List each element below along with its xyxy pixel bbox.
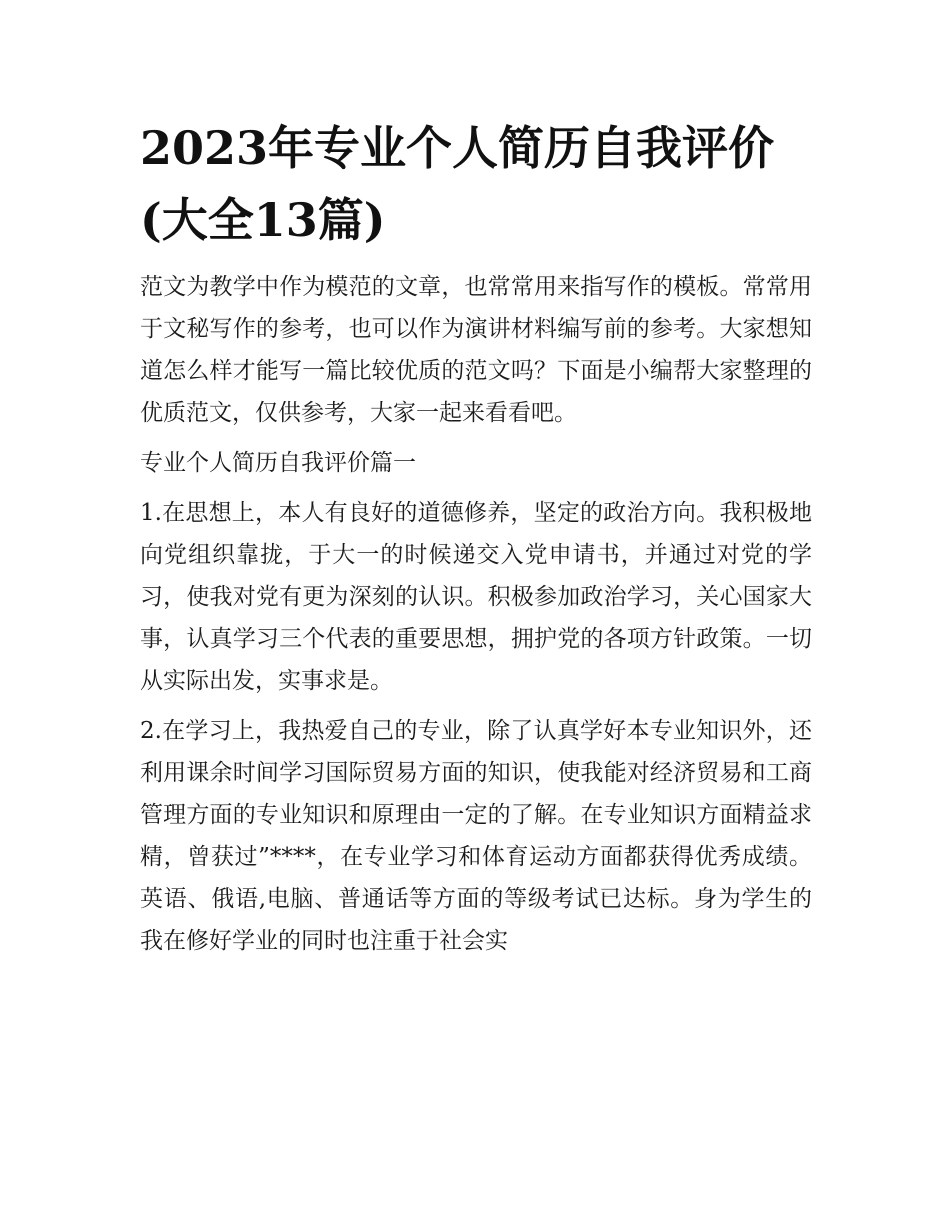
document-page <box>140 112 812 970</box>
body-paragraph-1: 1.在思想上，本人有良好的道德修养，坚定的政治方向。我积极地向党组织靠拢，于大一的时候递交入党申请书，并通过对党的学习，使我对党有更为深刻的认识。积极参加政治学习，关心国家大事，认真学习三个代表的重要思想，拥护党的各项方针政策。一切从实际出发，实事求是。 <box>140 500 812 694</box>
document-title: 2023年专业个人简历自我评价(大全13篇) <box>140 121 775 247</box>
body-paragraph-2: 2.在学习上，我热爱自己的专业，除了认真学好本专业知识外，还利用课余时间学习国际贸易方面的知识，使我能对经济贸易和工商管理方面的专业知识和原理由一定的了解。在专业知识方面精益求精，曾获过”****，在专业学习和体育运动方面都获得优秀成绩。英语、俄语,电脑、普通话等方面的等级考试已达标。身为学生的我在修好学业的同时也注重于社会实 <box>140 718 812 954</box>
section-heading: 专业个人简历自我评价篇一 <box>140 450 416 476</box>
intro-paragraph: 范文为教学中作为模范的文章，也常常用来指写作的模板。常常用于文秘写作的参考，也可以作为演讲材料编写前的参考。大家想知道怎么样才能写一篇比较优质的范文吗？下面是小编帮大家整理的优质范文，仅供参考，大家一起来看看吧。 <box>140 274 812 426</box>
